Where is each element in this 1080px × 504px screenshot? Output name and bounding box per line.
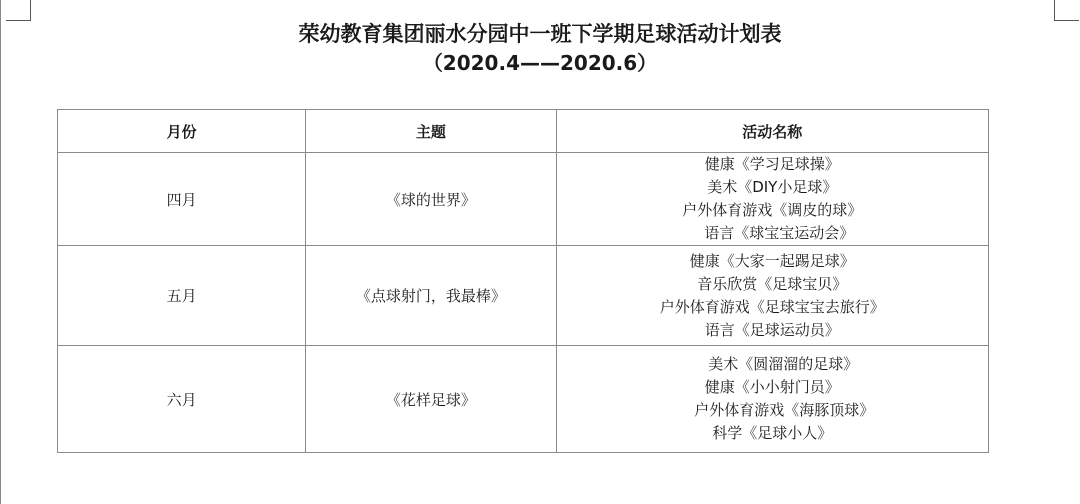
- month-cell: 五月: [58, 246, 306, 346]
- activity-plan-table: [57, 109, 989, 453]
- table-row: [58, 246, 989, 346]
- activity-item: 语言《足球运动员》: [704, 320, 840, 339]
- activity-item: 健康《大家一起踢足球》: [689, 251, 855, 270]
- document-title: 荣幼教育集团丽水分园中一班下学期足球活动计划表: [298, 22, 782, 46]
- crop-mark-top-left: [6, 0, 31, 21]
- activity-item: 美术《圆溜溜的足球》: [708, 355, 859, 373]
- month-cell: 四月: [58, 153, 306, 246]
- activities-cell: [556, 246, 988, 346]
- table-row: [58, 153, 989, 246]
- activity-item: 语言《球宝宝运动会》: [704, 224, 855, 242]
- activity-item: 健康《学习足球操》: [704, 155, 840, 173]
- table-row: [58, 346, 989, 453]
- activities-cell: [556, 346, 988, 453]
- activity-item: 科学《足球小人》: [712, 424, 833, 442]
- date-range-subtitle: （2020.4——2020.6）: [422, 51, 658, 75]
- activities-cell: [556, 153, 988, 246]
- theme-cell: 《点球射门，我最棒》: [306, 246, 556, 346]
- month-cell: 六月: [58, 346, 306, 453]
- header-activities: 活动名称: [556, 110, 988, 153]
- activity-item: 户外体育游戏《海豚顶球》: [694, 401, 875, 419]
- activity-item: 户外体育游戏《调皮的球》: [682, 201, 863, 219]
- activity-item: 美术《DIY小足球》: [707, 178, 838, 196]
- activity-item: 音乐欣赏《足球宝贝》: [697, 274, 848, 293]
- header-theme: 主题: [306, 110, 556, 153]
- activity-item: 户外体育游戏《足球宝宝去旅行》: [659, 297, 885, 316]
- crop-mark-top-right: [1054, 0, 1079, 21]
- table-header-row: [58, 110, 989, 153]
- theme-cell: 《花样足球》: [306, 346, 556, 453]
- activity-item: 健康《小小射门员》: [704, 378, 840, 396]
- theme-cell: 《球的世界》: [306, 153, 556, 246]
- header-month: 月份: [58, 110, 306, 153]
